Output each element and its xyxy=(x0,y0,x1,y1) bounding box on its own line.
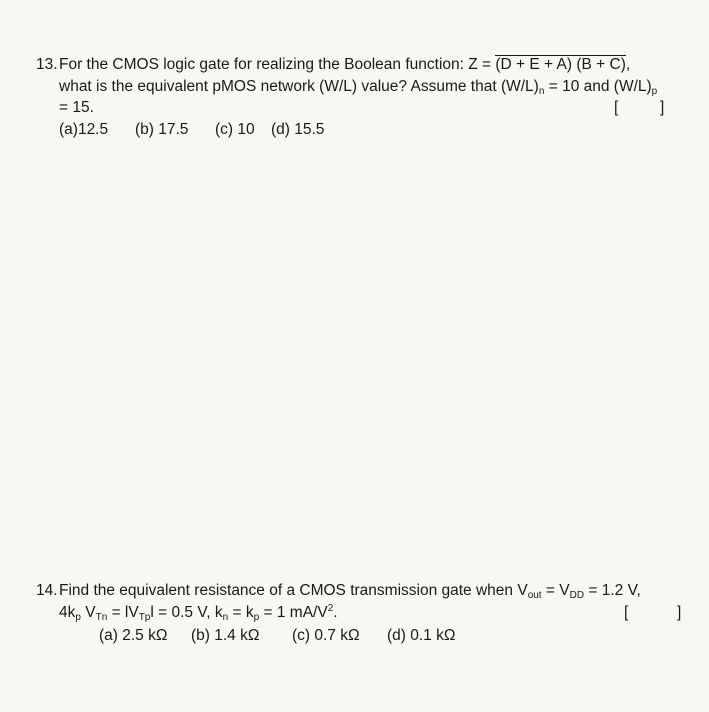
option-b: (b) 1.4 kΩ xyxy=(191,627,260,644)
subscript-p: p xyxy=(75,612,81,623)
question-14-line-1-suffix: = 1.2 V, xyxy=(584,582,641,599)
question-13-line-1-prefix: For the CMOS logic gate for realizing the Boolean function: Z = xyxy=(59,56,496,73)
question-14-line-2 xyxy=(59,603,338,623)
option-d: (d) 0.1 kΩ xyxy=(387,627,456,644)
question-14-line-1-prefix: Find the equivalent resistance of a CMOS transmission gate when V xyxy=(59,582,528,599)
question-13-line-2-prefix: what is the equivalent pMOS network (W/L) value? Assume that (W/L) xyxy=(59,78,539,95)
boolean-expression-overbar xyxy=(495,55,626,75)
q14-l2-d: = k xyxy=(228,604,254,621)
subscript-out: out xyxy=(527,590,542,601)
option-a: (a) 2.5 kΩ xyxy=(99,627,168,644)
q14-l2-a: V xyxy=(80,604,96,621)
q14-l2-f: . xyxy=(333,604,338,621)
subscript-n: n xyxy=(538,86,545,97)
boolean-expression: (D + E + A) (B + C) xyxy=(495,56,626,73)
subscript-p: p xyxy=(651,86,658,97)
subscript-tp: Tp xyxy=(138,612,151,623)
question-14-line-1 xyxy=(59,581,641,601)
q14-l2-prefix: 4k xyxy=(59,604,76,621)
question-13-line-2-mid: = 10 and (W/L) xyxy=(544,78,652,95)
superscript-2: 2 xyxy=(327,603,334,614)
answer-bracket-open: [ xyxy=(624,604,629,621)
q14-l2-c: l = 0.5 V, k xyxy=(150,604,223,621)
question-13-line-1-suffix: , xyxy=(625,56,631,73)
answer-bracket-close: ] xyxy=(677,604,682,621)
question-13-number: 13. xyxy=(36,56,58,73)
subscript-dd: DD xyxy=(569,590,585,601)
option-c: (c) 0.7 kΩ xyxy=(292,627,360,644)
subscript-p: p xyxy=(253,612,260,623)
answer-bracket-open: [ xyxy=(614,99,619,116)
subscript-n: n xyxy=(222,612,229,623)
subscript-tn: Tn xyxy=(95,612,108,623)
question-13-line-3: = 15. xyxy=(59,99,94,116)
question-13-line-2 xyxy=(59,77,657,97)
option-c: (c) 10 xyxy=(215,121,255,138)
q14-l2-e: = 1 mA/V xyxy=(259,604,328,621)
option-b: (b) 17.5 xyxy=(135,121,189,138)
option-a: (a)12.5 xyxy=(59,121,109,138)
q14-l2-b: = lV xyxy=(107,604,139,621)
option-d: (d) 15.5 xyxy=(271,121,325,138)
question-14-number: 14. xyxy=(36,582,58,599)
question-14-line-1-mid: = V xyxy=(541,582,570,599)
answer-bracket-close: ] xyxy=(660,99,665,116)
question-13-line-1 xyxy=(59,55,630,75)
